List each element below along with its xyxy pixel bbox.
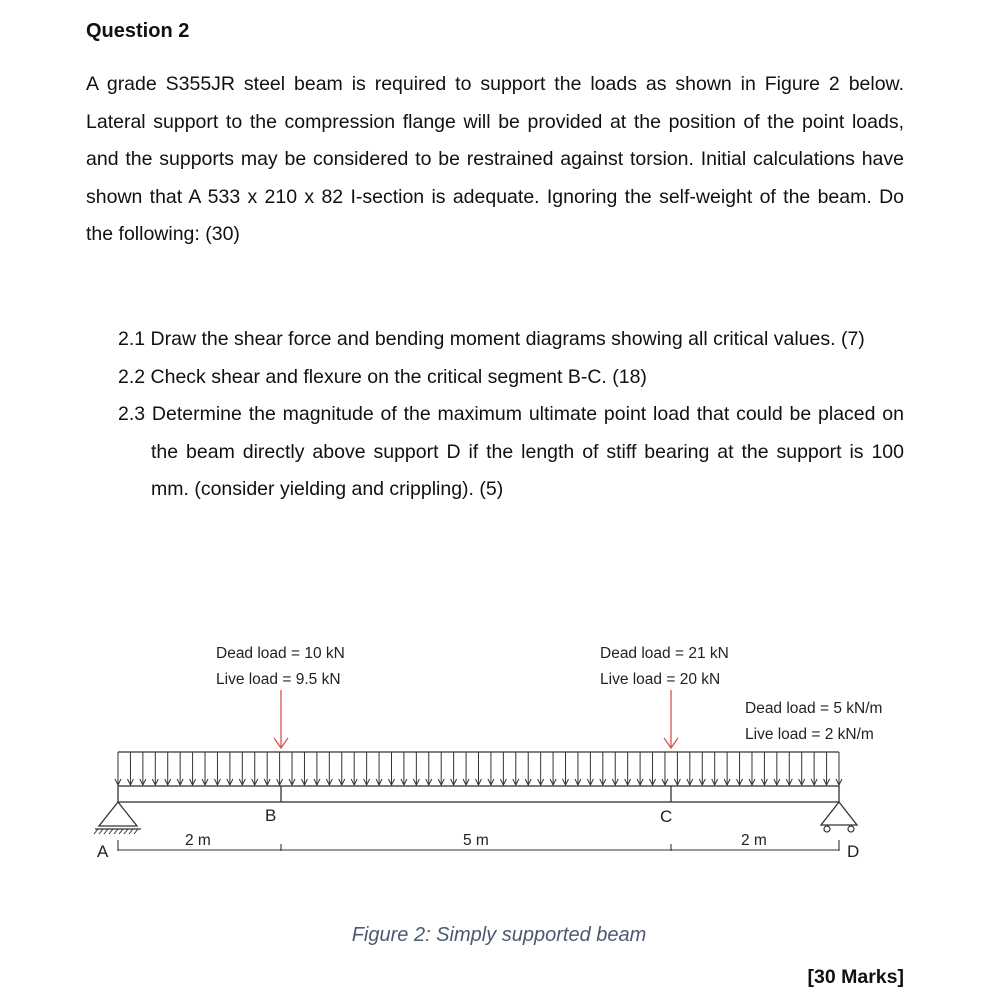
point-label-a: A bbox=[97, 842, 109, 861]
udl-arrow bbox=[388, 752, 394, 785]
udl-arrow bbox=[612, 752, 618, 785]
question-intro: A grade S355JR steel beam is required to support the loads as shown in Figure 2 below. Lateral support to the compression flange will be provided at the position of the point loads, and the supports may be considered to be restrained against torsion. Initial calculations have shown that A 533 x 210 x 82 I-section is adequate. Ignoring the self-weight of the beam. Do the following: (30) bbox=[86, 73, 904, 246]
udl-arrow bbox=[476, 752, 482, 785]
udl-arrow bbox=[314, 752, 320, 785]
udl-arrow bbox=[699, 752, 705, 785]
udl-arrow bbox=[426, 752, 432, 785]
udl-arrow bbox=[600, 752, 606, 785]
udl-arrow bbox=[774, 752, 780, 785]
beam bbox=[118, 786, 839, 802]
udl-arrow bbox=[761, 752, 767, 785]
udl-arrow bbox=[662, 752, 668, 785]
udl-arrow bbox=[202, 752, 208, 785]
udl-arrow bbox=[127, 752, 133, 785]
task-item-2-2: 2.2 Check shear and flexure on the critical segment B-C. (18) bbox=[118, 365, 647, 388]
load-c-dead-label: Dead load = 21 kN bbox=[600, 645, 729, 662]
udl-arrow bbox=[712, 752, 718, 785]
udl-arrow bbox=[190, 752, 196, 785]
udl-arrow bbox=[339, 752, 345, 785]
point-label-b: B bbox=[265, 806, 277, 825]
udl-arrow bbox=[277, 752, 283, 785]
udl-arrow bbox=[289, 752, 295, 785]
udl-arrow bbox=[438, 752, 444, 785]
udl-arrow bbox=[364, 752, 370, 785]
udl-arrow bbox=[625, 752, 631, 785]
total-marks: [30 Marks] bbox=[807, 966, 904, 988]
udl-arrow bbox=[401, 752, 407, 785]
udl-arrow bbox=[140, 752, 146, 785]
udl-arrow bbox=[177, 752, 183, 785]
udl-arrows bbox=[115, 752, 842, 785]
udl-arrow bbox=[563, 752, 569, 785]
question-title: Question 2 bbox=[86, 20, 190, 42]
udl-arrow bbox=[152, 752, 158, 785]
dim-cd: 2 m bbox=[741, 832, 767, 849]
udl-arrow bbox=[488, 752, 494, 785]
udl-arrow bbox=[451, 752, 457, 785]
point-load-c-arrow bbox=[664, 690, 678, 748]
udl-arrow bbox=[239, 752, 245, 785]
point-load-b-arrow bbox=[274, 690, 288, 748]
load-b-dead-label: Dead load = 10 kN bbox=[216, 645, 345, 662]
udl-arrow bbox=[214, 752, 220, 785]
udl-arrow bbox=[786, 752, 792, 785]
task-item-2-3: 2.3 Determine the magnitude of the maximum ultimate point load that could be placed on the beam directly above support D if the length of stiff bearing at the support is 100 mm. (consider yielding and crippling). (5) bbox=[118, 403, 904, 501]
udl-arrow bbox=[301, 752, 307, 785]
udl-arrow bbox=[413, 752, 419, 785]
udl-arrow bbox=[538, 752, 544, 785]
udl-arrow bbox=[165, 752, 171, 785]
udl-arrow bbox=[749, 752, 755, 785]
task-list bbox=[118, 321, 904, 509]
udl-arrow bbox=[500, 752, 506, 785]
udl-arrow bbox=[687, 752, 693, 785]
dim-bc: 5 m bbox=[463, 832, 489, 849]
udl-arrow bbox=[674, 752, 680, 785]
udl-arrow bbox=[351, 752, 357, 785]
dim-ab: 2 m bbox=[185, 832, 211, 849]
udl-arrow bbox=[650, 752, 656, 785]
udl-arrow bbox=[724, 752, 730, 785]
udl-dead-label: Dead load = 5 kN/m bbox=[745, 700, 883, 717]
udl-live-label: Live load = 2 kN/m bbox=[745, 726, 874, 743]
udl-arrow bbox=[587, 752, 593, 785]
udl-arrow bbox=[252, 752, 258, 785]
udl-arrow bbox=[824, 752, 830, 785]
udl-arrow bbox=[264, 752, 270, 785]
pin-support-a bbox=[94, 802, 141, 834]
udl-arrow bbox=[513, 752, 519, 785]
udl-arrow bbox=[525, 752, 531, 785]
udl-arrow bbox=[575, 752, 581, 785]
udl-arrow bbox=[737, 752, 743, 785]
load-b-live-label: Live load = 9.5 kN bbox=[216, 671, 341, 688]
task-item-2-1: 2.1 Draw the shear force and bending moment diagrams showing all critical values. (7) bbox=[118, 328, 865, 350]
udl-arrow bbox=[799, 752, 805, 785]
figure-caption: Figure 2: Simply supported beam bbox=[351, 924, 647, 946]
udl-arrow bbox=[811, 752, 817, 785]
udl-arrow bbox=[326, 752, 332, 785]
beam-figure bbox=[0, 630, 998, 870]
udl-arrow bbox=[637, 752, 643, 785]
udl-arrow bbox=[115, 752, 121, 785]
udl-arrow bbox=[376, 752, 382, 785]
load-c-live-label: Live load = 20 kN bbox=[600, 671, 721, 688]
roller-support-d bbox=[821, 802, 857, 832]
udl-arrow bbox=[463, 752, 469, 785]
udl-arrow bbox=[836, 752, 842, 785]
point-label-c: C bbox=[660, 807, 673, 826]
udl-arrow bbox=[550, 752, 556, 785]
point-label-d: D bbox=[847, 842, 860, 861]
udl-arrow bbox=[227, 752, 233, 785]
